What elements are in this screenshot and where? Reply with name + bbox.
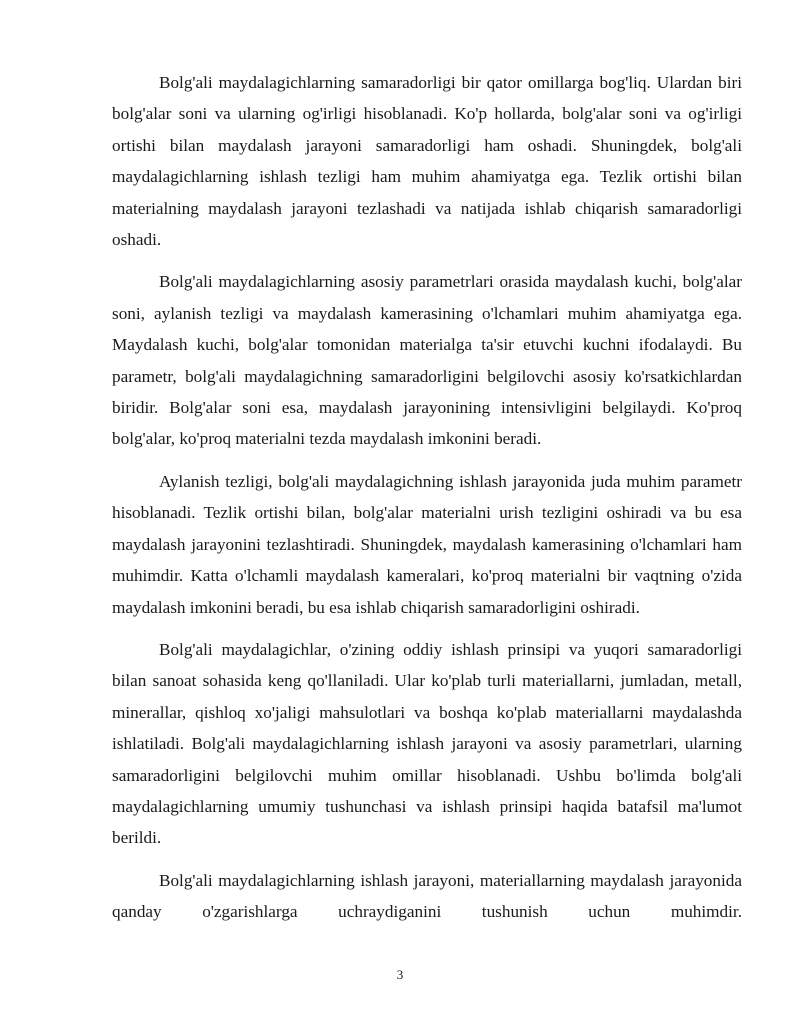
paragraph-1: Bolg'ali maydalagichlarning samaradorligi bir qator omillarga bog'liq. Ulardan biri bolg'alar soni va ularning og'irligi hisoblanadi. Ko'p hollarda, bolg'alar soni va og'irligi ortishi bilan maydalash jarayoni samaradorligi ham oshadi. Shuningdek, bolg'ali maydalagichlarning ishlash tezligi ham muhim ahamiyatga ega. Tezlik ortishi bilan materialning maydalash jarayoni tezlashadi va natijada ishlab chiqarish samaradorligi oshadi. [112, 73, 742, 250]
page-number: 3 [396, 967, 404, 982]
paragraph-5: Bolg'ali maydalagichlarning ishlash jarayoni, materiallarning maydalash jarayonida qanday o'zgarishlarga uchraydiganini tushunish uchun muhimdir. [112, 870, 742, 922]
paragraph-3: Aylanish tezligi, bolg'ali maydalagichning ishlash jarayonida juda muhim parametr hisoblanadi. Tezlik ortishi bilan, bolg'alar materialni urish tezligini oshiradi va bu esa maydalash jarayonini tezlashtiradi. Shuningdek, maydalash kamerasining o'lchamlari ham muhimdir. Katta o'lchamli maydalash kameralari, ko'proq materialni bir vaqtning o'zida maydalash imkonini beradi, bu esa ishlab chiqarish samaradorligini oshiradi. [112, 471, 742, 617]
paragraph-4: Bolg'ali maydalagichlar, o'zining oddiy ishlash prinsipi va yuqori samaradorligi bilan sanoat sohasida keng qo'llaniladi. Ular ko'plab turli materiallarni, jumladan, metall, minerallar, qishloq xo'jaligi mahsulotlari va boshqa ko'plab materiallarni maydalashda ishlatiladi. Bolg'ali maydalagichlarning ishlash jarayoni va asosiy parametrlari, ularning samaradorligini belgilovchi muhim omillar hisoblanadi. Ushbu bo'limda bolg'ali maydalagichlarning umumiy tushunchasi va ishlash prinsipi haqida batafsil ma'lumot berildi. [112, 639, 742, 848]
document-body [112, 67, 742, 939]
paragraph-2: Bolg'ali maydalagichlarning asosiy parametrlari orasida maydalash kuchi, bolg'alar soni, aylanish tezligi va maydalash kamerasining o'lchamlari muhim ahamiyatga ega. Maydalash kuchi, bolg'alar tomonidan materialga ta'sir etuvchi kuchni ifodalaydi. Bu parametr, bolg'ali maydalagichning samaradorligini belgilovchi asosiy ko'rsatkichlardan biridir. Bolg'alar soni esa, maydalash jarayonining intensivligini belgilaydi. Ko'proq bolg'alar, ko'proq materialni tezda maydalash imkonini beradi. [112, 272, 742, 449]
